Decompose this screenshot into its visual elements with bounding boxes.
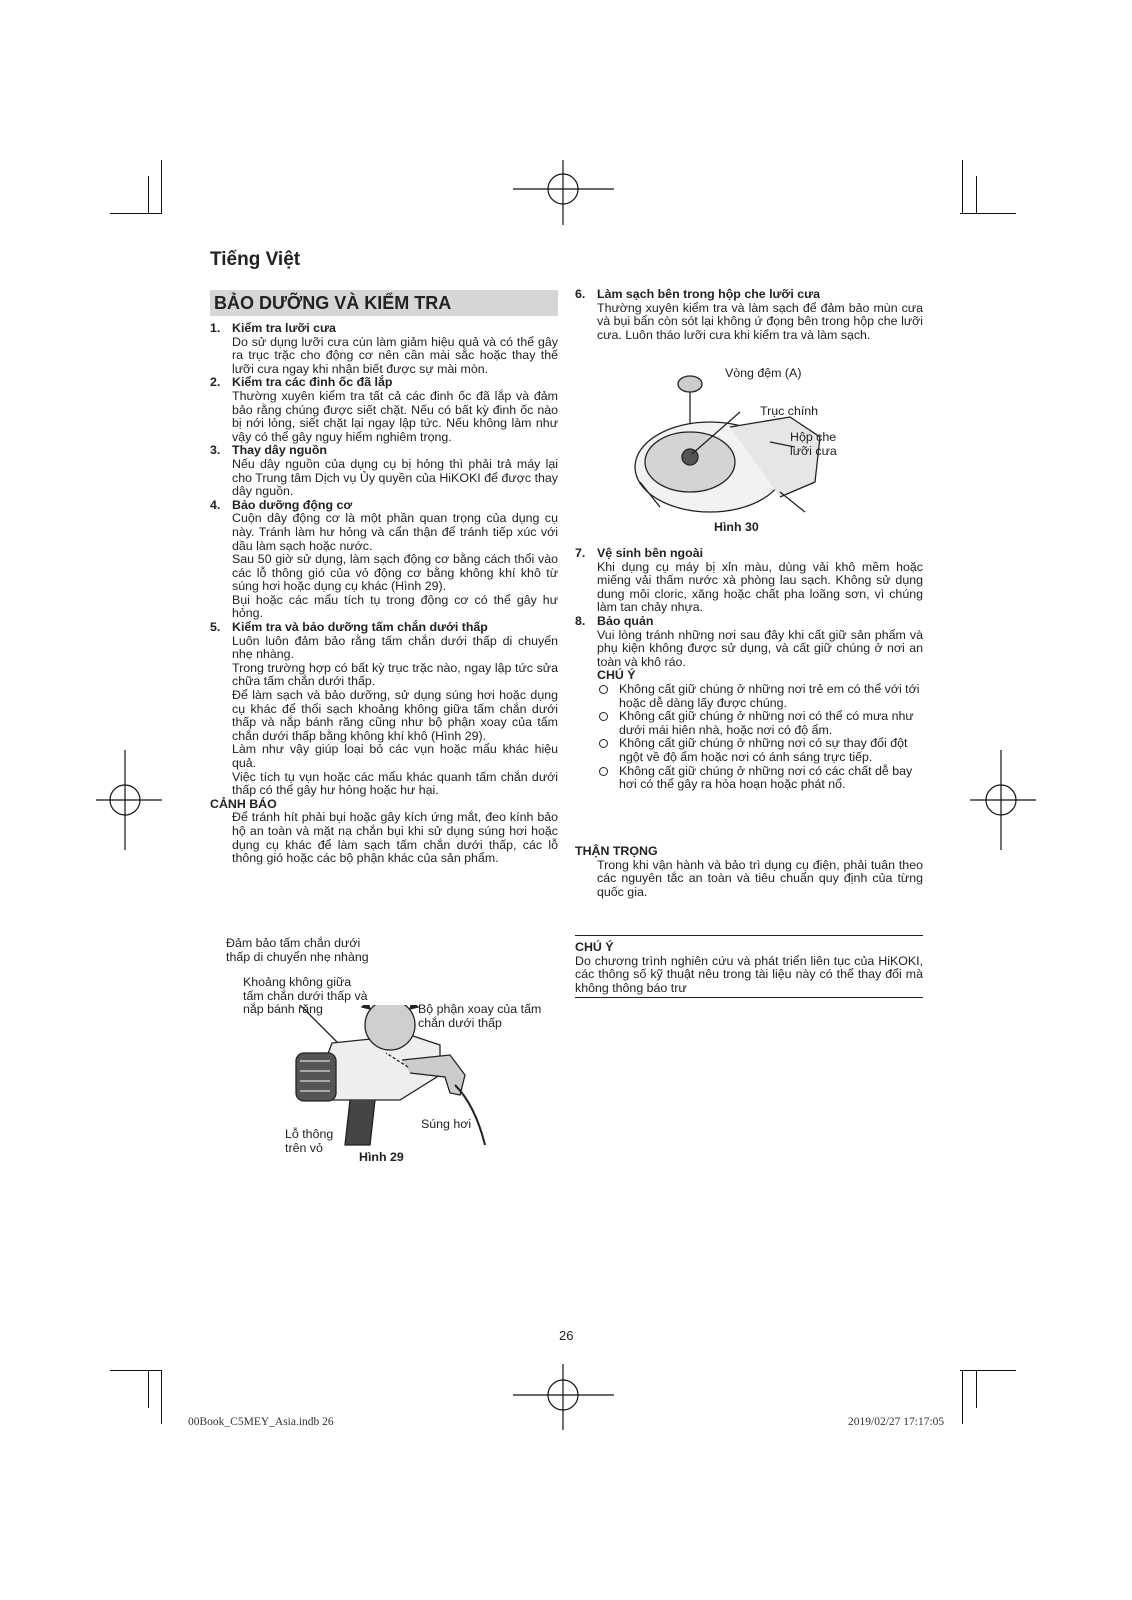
fig30-label-washer: Vòng đệm (A) [725,366,802,380]
fig30-caption: Hình 30 [714,520,759,534]
storage-bullet [575,710,923,737]
item-title: Kiểm tra các đinh ốc đã lắp [232,375,393,390]
page-number: 26 [559,1328,574,1343]
language-heading: Tiếng Việt [210,249,301,270]
storage-bullet [575,765,923,792]
circle-bullet-icon [599,712,608,721]
paragraph: Thường xuyên kiểm tra tất cả các đinh ốc đã lắp và đảm bảo rằng chúng được siết chặt. Nếu có bất kỳ đinh ốc nào bị nới lỏng, siết chặt lại ngay lập tức. Nếu không làm như vậy có thể gây nguy hiểm nghiêm trọng. [232,388,558,444]
fig29-label-pivot: Bộ phận xoay của tấm chắn dưới thấp [418,1002,542,1030]
item-4 [210,499,558,621]
fig29-saw-illustration [290,1005,500,1155]
fig29-label-gun: Súng hơi [421,1117,472,1131]
paragraph: Vui lòng tránh những nơi sau đây khi cất giữ sản phẩm và phụ kiện không được sử dụng, và cất giữ chúng ở nơi an toàn và khô ráo. [597,627,923,669]
paragraph: Sau 50 giờ sử dụng, làm sạch động cơ bằng cách thổi vào các lỗ thông gió của vỏ động cơ bằng không khí khô từ súng hơi hoặc dụng cụ khác (Hình 29). [232,552,558,594]
item-8 [575,615,923,683]
circle-bullet-icon [599,685,608,694]
storage-bullet [575,737,923,764]
paragraph: Khi dụng cụ máy bị xỉn màu, dùng vải khô mềm hoặc miếng vải thấm nước xà phòng lau sạch. Không sử dụng dung môi cloric, xăng hoặc chất pha loãng sơn, vì chúng làm tan chảy nhựa. [597,559,923,615]
paragraph: Luôn luôn đảm bảo rằng tấm chắn dưới thấp di chuyển nhẹ nhàng. [232,633,558,662]
item-1 [210,322,558,376]
divider [575,935,923,936]
item-title: Kiểm tra và bảo dưỡng tấm chắn dưới thấp [232,620,488,635]
storage-bullet [575,683,923,710]
footer-date: 2019/02/27 17:17:05 [848,1416,945,1428]
item-7 [575,547,923,615]
item-number: 5. [210,620,221,635]
footer-file: 00Book_C5MEY_Asia.indb 26 [188,1416,334,1428]
item-number: 3. [210,443,221,458]
right-column-top [575,288,923,342]
item-title: Làm sạch bên trong hộp che lưỡi cưa [597,287,820,301]
note-block [575,941,923,995]
paragraph: Để làm sạch và bảo dưỡng, sử dụng súng hơi hoặc dụng cụ khác để thổi sạch khoảng không giữa tấm chắn dưới thấp và nắp bánh răng cũng như bộ phận xoay của tấm chắn dưới thấp bằng không khí khô (Hình 29). [232,688,558,743]
divider [575,997,923,998]
caution-text: Trong khi vận hành và bảo trì dụng cụ điện, phải tuân theo các nguyên tắc an toàn và tiêu chuẩn quy định của từng quốc gia. [597,857,923,899]
section-title: BẢO DƯỠNG VÀ KIỂM TRA [210,290,558,316]
paragraph: Thường xuyên kiểm tra và làm sạch để đảm bảo mùn cưa và bụi bẩn còn sót lại không ứ đọng bên trong hộp che lưỡi cưa. Luôn tháo lưỡi cưa khi kiểm tra và làm sạch. [597,300,923,342]
item-number: 2. [210,375,221,390]
circle-bullet-icon [599,767,608,776]
warning-text: Để tránh hít phải bụi hoặc gây kích ứng mắt, đeo kính bảo hộ an toàn và mặt nạ chắn bụi khi sử dụng súng hơi hoặc dụng cụ khác để làm sạch tấm chắn dưới thấp, các lỗ thông gió hoặc các bộ phận khác của sản phẩm. [232,810,558,866]
item-title: Vệ sinh bên ngoài [597,546,704,560]
item-3 [210,444,558,498]
paragraph: Cuộn dây động cơ là một phần quan trọng của dụng cụ này. Tránh làm hư hỏng và cẩn thận để tránh tiếp xúc với dầu làm sạch hoặc nước. [232,511,558,553]
bullet-text: Không cất giữ chúng ở những nơi trẻ em có thể với tới hoặc dễ dàng lấy được chúng. [619,681,920,710]
fig29-label-vent: Lỗ thông trên vỏ [285,1127,334,1155]
item-number: 4. [210,497,221,512]
note-title: CHÚ Ý [597,668,636,683]
paragraph: Nếu dây nguồn của dụng cụ bị hỏng thì phải trả máy lại cho Trung tâm Dịch vụ Ủy quyền của HiKOKI để được thay dây nguồn. [232,456,558,499]
item-2 [210,376,558,444]
warning-title: CẢNH BÁO [210,796,277,811]
circle-bullet-icon [599,739,608,748]
item-title: Bảo quản [597,613,654,628]
fig30-label-spindle: Trục chính [760,404,819,418]
left-column [210,322,558,866]
fig29-label-move: Đảm bảo tấm chắn dưới thấp di chuyển nhẹ nhàng [226,936,369,964]
fig29-label-gap: Khoảng không giữa tấm chắn dưới thấp và nắp bánh răng [243,975,368,1017]
bullet-text: Không cất giữ chúng ở những nơi có thể có mưa như dưới mái hiên nhà, hoặc nơi có độ ẩm. [619,709,914,737]
bullet-text: Không cất giữ chúng ở những nơi có các chất dễ bay hơi có thể gây ra hỏa hoạn hoặc phát nổ. [619,763,913,792]
paragraph: Làm như vậy giúp loại bỏ các vụn hoặc mẩu khác hiệu quả. [232,742,558,770]
note-text: Do chương trình nghiên cứu và phát triển liên tục của HiKOKI, các thông số kỹ thuật nêu trong tài liệu này có thể thay đổi mà không thông báo trư [575,953,923,995]
item-number: 8. [575,613,586,628]
item-title: Kiểm tra lưỡi cưa [232,321,336,335]
caution-title: THẬN TRỌNG [575,844,658,858]
item-title: Thay dây nguồn [232,443,327,458]
bullet-text: Không cất giữ chúng ở những nơi có sự thay đổi đột ngột về độ ẩm hoặc nơi có ánh sáng trực tiếp. [619,736,908,764]
item-number: 1. [210,321,221,335]
fig29-caption: Hình 29 [359,1150,404,1164]
caution-block [575,845,923,899]
item-5 [210,621,558,798]
note-title: CHÚ Ý [575,940,614,954]
item-number: 6. [575,287,586,301]
item-6 [575,288,923,342]
item-number: 7. [575,546,586,560]
fig30-label-cover: Hộp che lưỡi cưa [790,430,837,458]
paragraph: Do sử dụng lưỡi cưa cùn làm giảm hiệu quả và có thể gây ra trục trặc cho động cơ nên cần mài sắc hoặc thay thế lưỡi cưa ngay khi nhận biết được sự mài mòn. [232,334,558,376]
item-title: Bảo dưỡng động cơ [232,497,353,512]
right-column-bottom [575,547,923,792]
paragraph: Trong trường hợp có bất kỳ trục trặc nào, ngay lập tức sửa chữa tấm chắn dưới thấp. [232,660,558,689]
paragraph: Việc tích tụ vụn hoặc các mẩu khác quanh tấm chắn dưới thấp có thể gây hư hỏng hoặc hư hại. [232,769,558,798]
paragraph: Bụi hoặc các mẩu tích tụ trong động cơ có thể gây hư hỏng. [232,592,558,621]
